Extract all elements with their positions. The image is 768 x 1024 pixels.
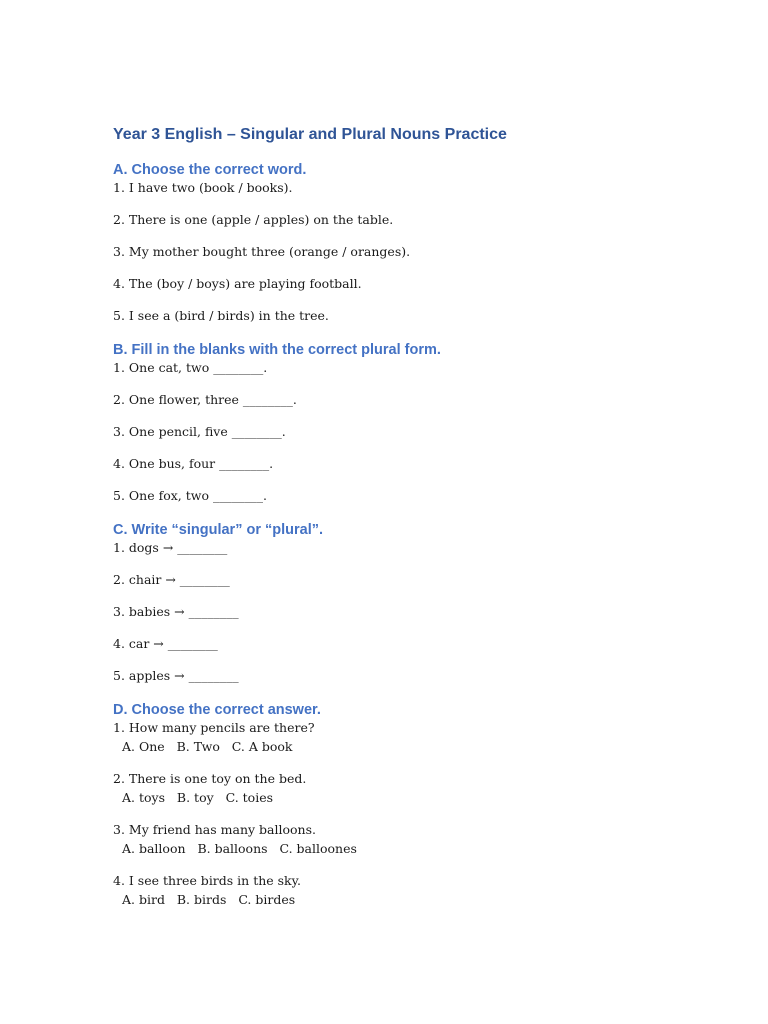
- section-b-heading: B. Fill in the blanks with the correct plural form.: [113, 342, 441, 358]
- answer-options: A. bird B. birds C. birdes: [122, 892, 296, 907]
- section-b: [113, 340, 733, 504]
- section-d-question-3: [113, 822, 733, 857]
- section-b-item-1: 1. One cat, two ________.: [113, 360, 268, 375]
- question-text: 2. There is one toy on the bed.: [113, 771, 307, 786]
- section-a: [113, 160, 733, 324]
- section-d-question-2: [113, 771, 733, 806]
- section-a-item-3: 3. My mother bought three (orange / oranges).: [113, 244, 411, 259]
- question-text: 4. I see three birds in the sky.: [113, 873, 302, 888]
- section-d-heading: D. Choose the correct answer.: [113, 702, 321, 718]
- answer-options: A. One B. Two C. A book: [122, 739, 293, 754]
- answer-options: A. balloon B. balloons C. balloones: [122, 841, 357, 856]
- question-text: 3. My friend has many balloons.: [113, 822, 316, 837]
- section-c-item-4: 4. car → ________: [113, 636, 218, 651]
- section-d: [113, 700, 733, 908]
- answer-options: A. toys B. toy C. toies: [122, 790, 274, 805]
- section-a-item-5: 5. I see a (bird / birds) in the tree.: [113, 308, 329, 323]
- worksheet-title: Year 3 English – Singular and Plural Nouns Practice: [113, 126, 507, 143]
- section-c: [113, 520, 733, 684]
- section-b-item-4: 4. One bus, four ________.: [113, 456, 274, 471]
- section-c-item-1: 1. dogs → ________: [113, 540, 228, 555]
- section-d-question-1: [113, 720, 733, 755]
- section-a-item-2: 2. There is one (apple / apples) on the table.: [113, 212, 394, 227]
- question-text: 1. How many pencils are there?: [113, 720, 315, 735]
- section-b-item-3: 3. One pencil, five ________.: [113, 424, 286, 439]
- section-a-heading: A. Choose the correct word.: [113, 162, 307, 178]
- section-b-item-2: 2. One flower, three ________.: [113, 392, 297, 407]
- section-c-item-5: 5. apples → ________: [113, 668, 239, 683]
- worksheet-page: [113, 124, 733, 908]
- section-a-item-1: 1. I have two (book / books).: [113, 180, 293, 195]
- section-b-item-5: 5. One fox, two ________.: [113, 488, 267, 503]
- section-c-heading: C. Write “singular” or “plural”.: [113, 522, 324, 538]
- section-c-item-3: 3. babies → ________: [113, 604, 239, 619]
- section-c-item-2: 2. chair → ________: [113, 572, 230, 587]
- section-a-item-4: 4. The (boy / boys) are playing football.: [113, 276, 362, 291]
- section-d-question-4: [113, 873, 733, 908]
